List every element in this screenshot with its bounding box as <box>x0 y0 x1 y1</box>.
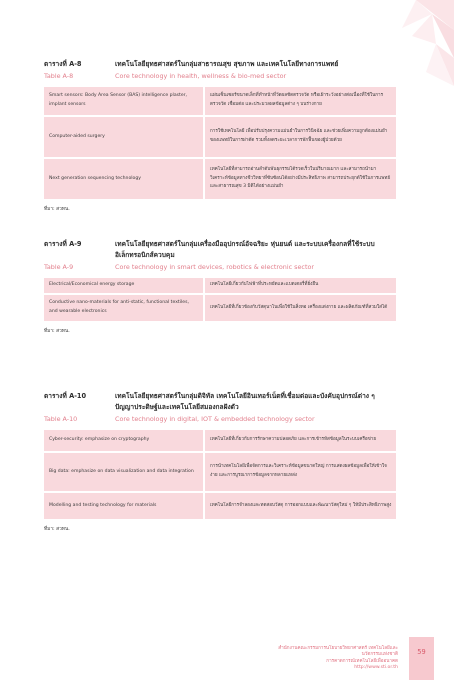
table-row <box>44 87 396 116</box>
footer-publisher-info <box>268 646 398 672</box>
technology-name-cell: Modelling and testing technology for materials <box>44 492 204 520</box>
technology-table <box>44 87 396 201</box>
table-section-a9 <box>44 239 396 335</box>
table-row <box>44 116 396 158</box>
table-number-thai: ตารางที่ A-8 <box>44 60 82 68</box>
table-row <box>44 492 396 520</box>
technology-name-cell: Big data: emphasize on data visualization and data integration <box>44 452 204 492</box>
table-row <box>44 430 396 452</box>
table-title-english: Core technology in smart devices, robotics & electronic sector <box>115 263 314 271</box>
footer-line-publication: การคาดการณ์เทคโนโลยีเพื่ออนาคต <box>326 658 398 664</box>
table-title-thai: เทคโนโลยียุทธศาสตร์ในกลุ่มดิจิทัล เทคโนโลยีอินเทอร์เน็ตที่เชื่อมต่อและบังคับอุปกรณ์ต่าง ๆ ปัญญาประดิษฐ์และเทคโนโลยีสมองกลฝังตัว <box>115 392 375 411</box>
table-row <box>44 294 396 322</box>
technology-name-cell: Cyber-security: emphasize on cryptography <box>44 430 204 452</box>
source-note: ที่มา: สวทน. <box>44 207 70 212</box>
technology-description-cell: เทคโนโลยีที่เกี่ยวข้องกับวัสดุนาโนเพื่อใช้ในสิ่งทอ เครื่องแต่งกาย และผลิตภัณฑ์ที่สวมใส่ได้ <box>204 294 396 322</box>
technology-description-cell: แผ่นเซ็นเซอร์ขนาดเล็กที่ทำหน้าที่วัดผลชัดตรวจวัด หรือเฝ้าระวังอย่างต่อเนื่องที่ใช้ในการตรวจวัด เชื่อมต่อ และประมวลผลข้อมูลต่าง ๆ บนร่างกาย <box>204 87 396 116</box>
table-title-english: Core technology in health, wellness & bio-med sector <box>115 72 287 80</box>
table-row <box>44 158 396 200</box>
table-title-thai: เทคโนโลยียุทธศาสตร์ในกลุ่มสาธารณสุข สุขภาพ และเทคโนโลยีทางการแพทย์ <box>115 60 339 68</box>
technology-table <box>44 278 396 323</box>
source-note: ที่มา: สวทน. <box>44 329 70 334</box>
technology-name-cell: Conductive nano-materials for anti-static, functional textiles, and wearable electronics <box>44 294 204 322</box>
technology-description-cell: การนำเทคโนโลยีเพื่อจัดการและวิเคราะห์ข้อมูลขนาดใหญ่ การแสดงผลข้อมูลเพื่อให้เข้าใจง่าย และการบูรณาการข้อมูลจากหลายแหล่ง <box>204 452 396 492</box>
source-note: ที่มา: สวทน. <box>44 527 70 532</box>
footer-line-organization: สำนักงานคณะกรรมการนโยบายวิทยาศาสตร์ เทคโนโลยีและนวัตกรรมแห่งชาติ <box>278 646 398 658</box>
table-row <box>44 278 396 294</box>
technology-name-cell: Next generation sequencing technology <box>44 158 204 200</box>
table-section-a8 <box>44 59 396 213</box>
technology-description-cell: เทคโนโลยีการจำลองและทดสอบวัสดุ การออกแบบและพัฒนาวัสดุใหม่ ๆ ให้มีประสิทธิภาพสูง <box>204 492 396 520</box>
table-title-english: Core technology in digital, IOT & embedded technology sector <box>115 415 315 423</box>
table-number-thai: ตารางที่ A-10 <box>44 392 87 400</box>
technology-name-cell: Electrical/Economical energy storage <box>44 278 204 294</box>
footer-line-url: http://www.sti.or.th <box>354 665 398 671</box>
table-section-a10 <box>44 391 396 533</box>
technology-table <box>44 430 396 521</box>
table-number-english: Table A-10 <box>44 415 78 423</box>
page-number-tab <box>409 637 434 680</box>
technology-description-cell: เทคโนโลยีที่สามารถอ่านลำดับพันธุกรรมได้รวดเร็วในปริมาณมาก และสามารถนำมาวิเคราะห์ข้อมูลทางชีววิทยาที่ซับซ้อนได้อย่างมีประสิทธิภาพ สามารถประยุกต์ใช้ในการแพทย์และสาธารณสุข 3 มิติได้อย่างแม่นยำ <box>204 158 396 200</box>
table-row <box>44 452 396 492</box>
technology-description-cell: การใช้เทคโนโลยี เพื่อปรับปรุงความแม่นยำในการวินิจฉัย และช่วยเพิ่มความถูกต้องแม่นยำของแพทย์ในการผ่าตัด รวมทั้งลดระยะเวลาการพักฟื้นของผู้ป่วยด้วย <box>204 116 396 158</box>
table-title-thai: เทคโนโลยียุทธศาสตร์ในกลุ่มเครื่องมืออุปกรณ์อัจฉริยะ หุ่นยนต์ และระบบเครื่องกลที่ใช้ระบบอิเล็กทรอนิกส์ควบคุม <box>115 240 375 259</box>
table-number-english: Table A-9 <box>44 263 74 271</box>
technology-name-cell: Computer-aided surgery <box>44 116 204 158</box>
page-number: 59 <box>417 648 426 656</box>
technology-description-cell: เทคโนโลยีที่เกี่ยวกับการรักษาความปลอดภัย และการเข้ารหัสข้อมูลในระบบเครือข่าย <box>204 430 396 452</box>
table-number-thai: ตารางที่ A-9 <box>44 240 82 248</box>
technology-description-cell: เทคโนโลยีเกี่ยวกับไฟฟ้าที่ประหยัดและแบตเตอรี่ที่ยั่งยืน <box>204 278 396 294</box>
table-number-english: Table A-8 <box>44 72 74 80</box>
technology-name-cell: Smart sensors: Body Area Sensor (BAS) intelligence plaster, implant sensors <box>44 87 204 116</box>
